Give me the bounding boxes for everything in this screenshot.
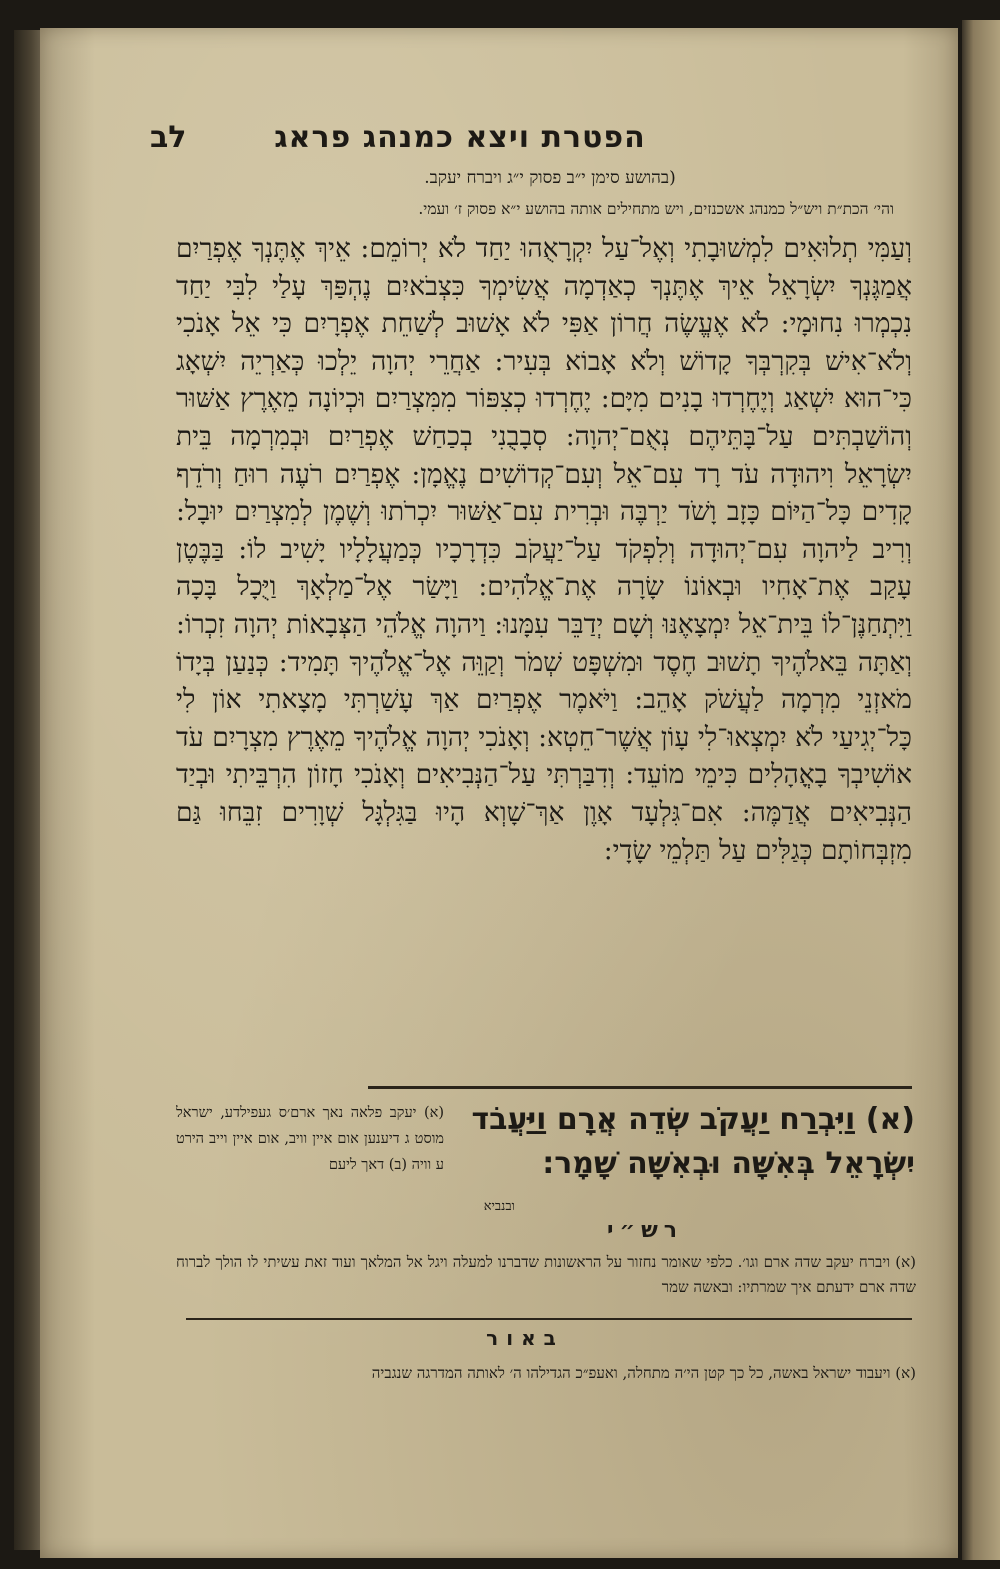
biur-commentary: (א) ויעבוד ישראל באשה, כל כך קטן הי׳ה מתחלה, ואעפ״כ הגדילהו ה׳ לאותה המדרגה שנגביה (371, 1364, 916, 1382)
commentary-divider (186, 1318, 912, 1320)
source-reference: (בהושע סימן י״ב פסוק י״ג ויברח יעקב. (424, 168, 676, 188)
running-head: הפטרת ויצא כמנהג פראג (274, 120, 646, 155)
yiddish-translation: (א) יעקב פלאה נאך ארם׳ס געפילדע, ישראל מוסט ג דיענען אום איין וויב, אום איין וייב הירט ע וויה (ב) דאך ליעם (176, 1105, 444, 1173)
section-divider (368, 1086, 912, 1089)
haftarah-text: וְעַמִּי תְלוּאִים לִמְשׁוּבָתִי וְאֶל־עַל יִקְרָאֻהוּ יַחַד לֹא יְרוֹמֵם: אֵיךְ אֶתֶּנְךָ אֶפְרַיִם אֲמַגֶּנְךָ יִשְׂרָאֵל אֵיךְ אֶתֶּנְךָ כְאַדְמָה אֲשִׂימְךָ כִּצְבֹאיִם נֶהְפַּךְ עָלַי לִבִּי יַחַד נִכְמְרוּ נִחוּמָי: לֹא אֶעֱשֶׂה חֲרוֹן אַפִּי לֹא אָשׁוּב לְשַׁחֵת אֶפְרָיִם כִּי אֵל אָנֹכִי וְלֹא־אִישׁ בְּקִרְבְּךָ קָדוֹשׁ וְלֹא אָבוֹא בְּעִיר: אַחֲרֵי יְהוָה יֵלְכוּ כְּאַרְיֵה יִשְׁאָג כִּי־הוּא יִשְׁאַג וְיֶחֶרְדוּ בָנִים מִיָּם: יֶחֶרְדוּ כְצִפּוֹר מִמִּצְרַיִם וּכְיוֹנָה מֵאֶרֶץ אַשּׁוּר וְהוֹשַׁבְתִּים עַל־בָּתֵּיהֶם נְאֻם־יְהוָה: סְבָבֻנִי בְכַחַשׁ אֶפְרַיִם וּבְמִרְמָה בֵּית יִשְׂרָאֵל וִיהוּדָה עֹד רָד עִם־אֵל וְעִם־קְדוֹשִׁים נֶאֱמָן: אֶפְרַיִם רֹעֶה רוּחַ וְרֹדֵף קָדִים כָּל־הַיּוֹם כָּזָב וָשֹׁד יַרְבֶּה וּבְרִית עִם־אַשּׁוּר יִכְרֹתוּ וְשֶׁמֶן לְמִצְרַיִם יוּבָל: וְרִיב לַיהוָה עִם־יְהוּדָה וְלִפְקֹד עַל־יַעֲקֹב כִּדְרָכָיו כְּמַעֲלָלָיו יָשִׁיב לוֹ: בַּבֶּטֶן עָקַב אֶת־אָחִיו וּבְאוֹנוֹ שָׂרָה אֶת־אֱלֹהִים: וַיָּשַׂר אֶל־מַלְאָךְ וַיֻּכָל בָּכָה וַיִּתְחַנֶּן־לוֹ בֵּית־אֵל יִמְצָאֶנּוּ וְשָׁם יְדַבֵּר עִמָּנוּ: וַיהוָה אֱלֹהֵי הַצְּבָאוֹת יְהוָה זִכְרוֹ: וְאַתָּה בֵּאלֹהֶיךָ תָשׁוּב חֶסֶד וּמִשְׁפָּט שְׁמֹר וְקַוֵּה אֶל־אֱלֹהֶיךָ תָּמִיד: כְּנַעַן בְּיָדוֹ מֹאזְנֵי מִרְמָה לַעֲשֹׁק אָהֵב: וַיֹּאמֶר אֶפְרַיִם אַךְ עָשַׁרְתִּי מָצָאתִי אוֹן לִי כָּל־יְגִיעַי לֹא יִמְצְאוּ־לִי עָוֹן אֲשֶׁר־חֵטְא: וְאָנֹכִי יְהוָה אֱלֹהֶיךָ מֵאֶרֶץ מִצְרָיִם עֹד אוֹשִׁיבְךָ בָאֳהָלִים כִּימֵי מוֹעֵד: וְדִבַּרְתִּי עַל־הַנְּבִיאִים וְאָנֹכִי חָזוֹן הִרְבֵּיתִי וּבְיַד הַנְּבִיאִים אֲדַמֶּה: אִם־גִּלְעָד אָוֶן אַךְ־שָׁוְא הָיוּ בַּגִּלְגָּל שְׁוָרִים זִבֵּחוּ גַּם מִזְבְּחוֹתָם כְּגַלִּים עַל תַּלְמֵי שָׂדָי: (176, 233, 912, 866)
rashi-heading: רש״י (606, 1218, 684, 1243)
rashi-commentary: (א) ויברח יעקב שדה ארם וגו׳. כלפי שאומר נחזור על הראשונות שדברנו למעלה ויגל אל המלאך ועוד זאת עשיתי לו הולך לברוח שדה ארם ידעתם איך שמרתיו: ובאשה שמר (176, 1253, 916, 1296)
adjacent-page-edge (962, 20, 1000, 1560)
custom-note: והי׳ הכת״ת ויש״ל כמנהג אשכנזים, ויש מתחילים אותה בהושע י״א פסוק ז׳ ועמי. (418, 200, 894, 218)
catchword: ובנביא (483, 1199, 515, 1214)
parasha-opening-verse: (א) וַיִּבְרַח יַעֲקֹב שְׂדֵה אֲרָם וַיַּעֲבֹד יִשְׂרָאֵל בְּאִשָּׁה וּבְאִשָּׁה שָׁמָר: (471, 1102, 915, 1181)
biur-heading: באור (486, 1326, 564, 1350)
page-number: לב (150, 120, 187, 155)
book-spine (14, 30, 42, 1550)
